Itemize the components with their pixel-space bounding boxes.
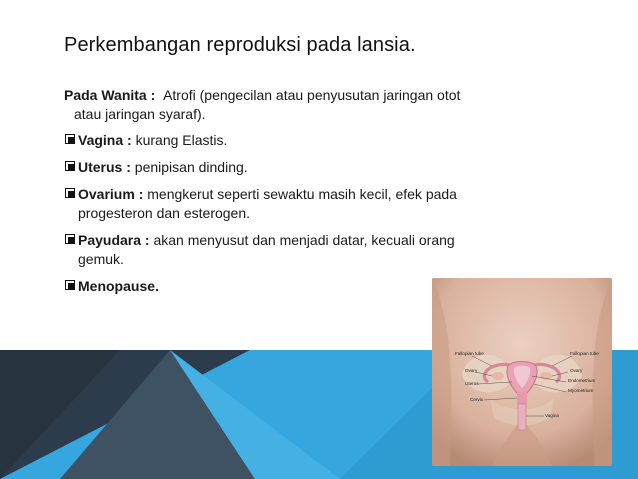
lead-paragraph (64, 86, 584, 124)
lead-label: Pada Wanita : (64, 87, 156, 103)
checkbox-bullet-icon (65, 161, 75, 171)
item-text: mengkerut seperti sewaktu masih kecil, efek pada (147, 186, 457, 202)
list-item-vagina (64, 131, 584, 150)
slide-content (64, 86, 584, 304)
anatomy-image (432, 278, 612, 466)
list-item-ovarium (64, 185, 584, 223)
item-continuation: gemuk. (78, 251, 124, 267)
list-item-uterus (64, 158, 584, 177)
slide-title: Perkembangan reproduksi pada lansia. (64, 34, 416, 56)
label-fallopian-tube-right: Fallopian tube (570, 351, 599, 356)
label-ovary-left: Ovary (465, 368, 478, 373)
item-label: Menopause. (78, 278, 159, 294)
lead-text: Atrofi (pengecilan atau penyusutan jaringan otot (163, 87, 461, 103)
item-text: kurang Elastis. (135, 132, 228, 148)
lead-continuation: atau jaringan syaraf). (74, 106, 206, 122)
checkbox-bullet-icon (65, 188, 75, 198)
list-item-payudara (64, 231, 584, 269)
item-continuation: progesteron dan esterogen. (78, 205, 251, 221)
item-label: Payudara : (78, 232, 150, 248)
female-reproductive-anatomy-illustration (432, 278, 612, 466)
label-myometrium: Myometrium (568, 388, 594, 393)
label-fallopian-tube-left: Fallopian tube (455, 351, 484, 356)
checkbox-bullet-icon (65, 280, 75, 290)
item-label: Vagina : (78, 132, 132, 148)
label-vagina: Vagina (545, 413, 559, 418)
item-text: penipisan dinding. (134, 159, 248, 175)
checkbox-bullet-icon (65, 234, 75, 244)
item-label: Uterus : (78, 159, 131, 175)
item-text: akan menyusut dan menjadi datar, kecuali orang (153, 232, 455, 248)
checkbox-bullet-icon (65, 134, 75, 144)
label-ovary-right: Ovary (570, 368, 583, 373)
item-label: Ovarium : (78, 186, 144, 202)
label-endometrium: Endometrium (568, 378, 596, 383)
label-uterus: Uterus (465, 381, 479, 386)
label-cervix: Cervix (470, 397, 484, 402)
